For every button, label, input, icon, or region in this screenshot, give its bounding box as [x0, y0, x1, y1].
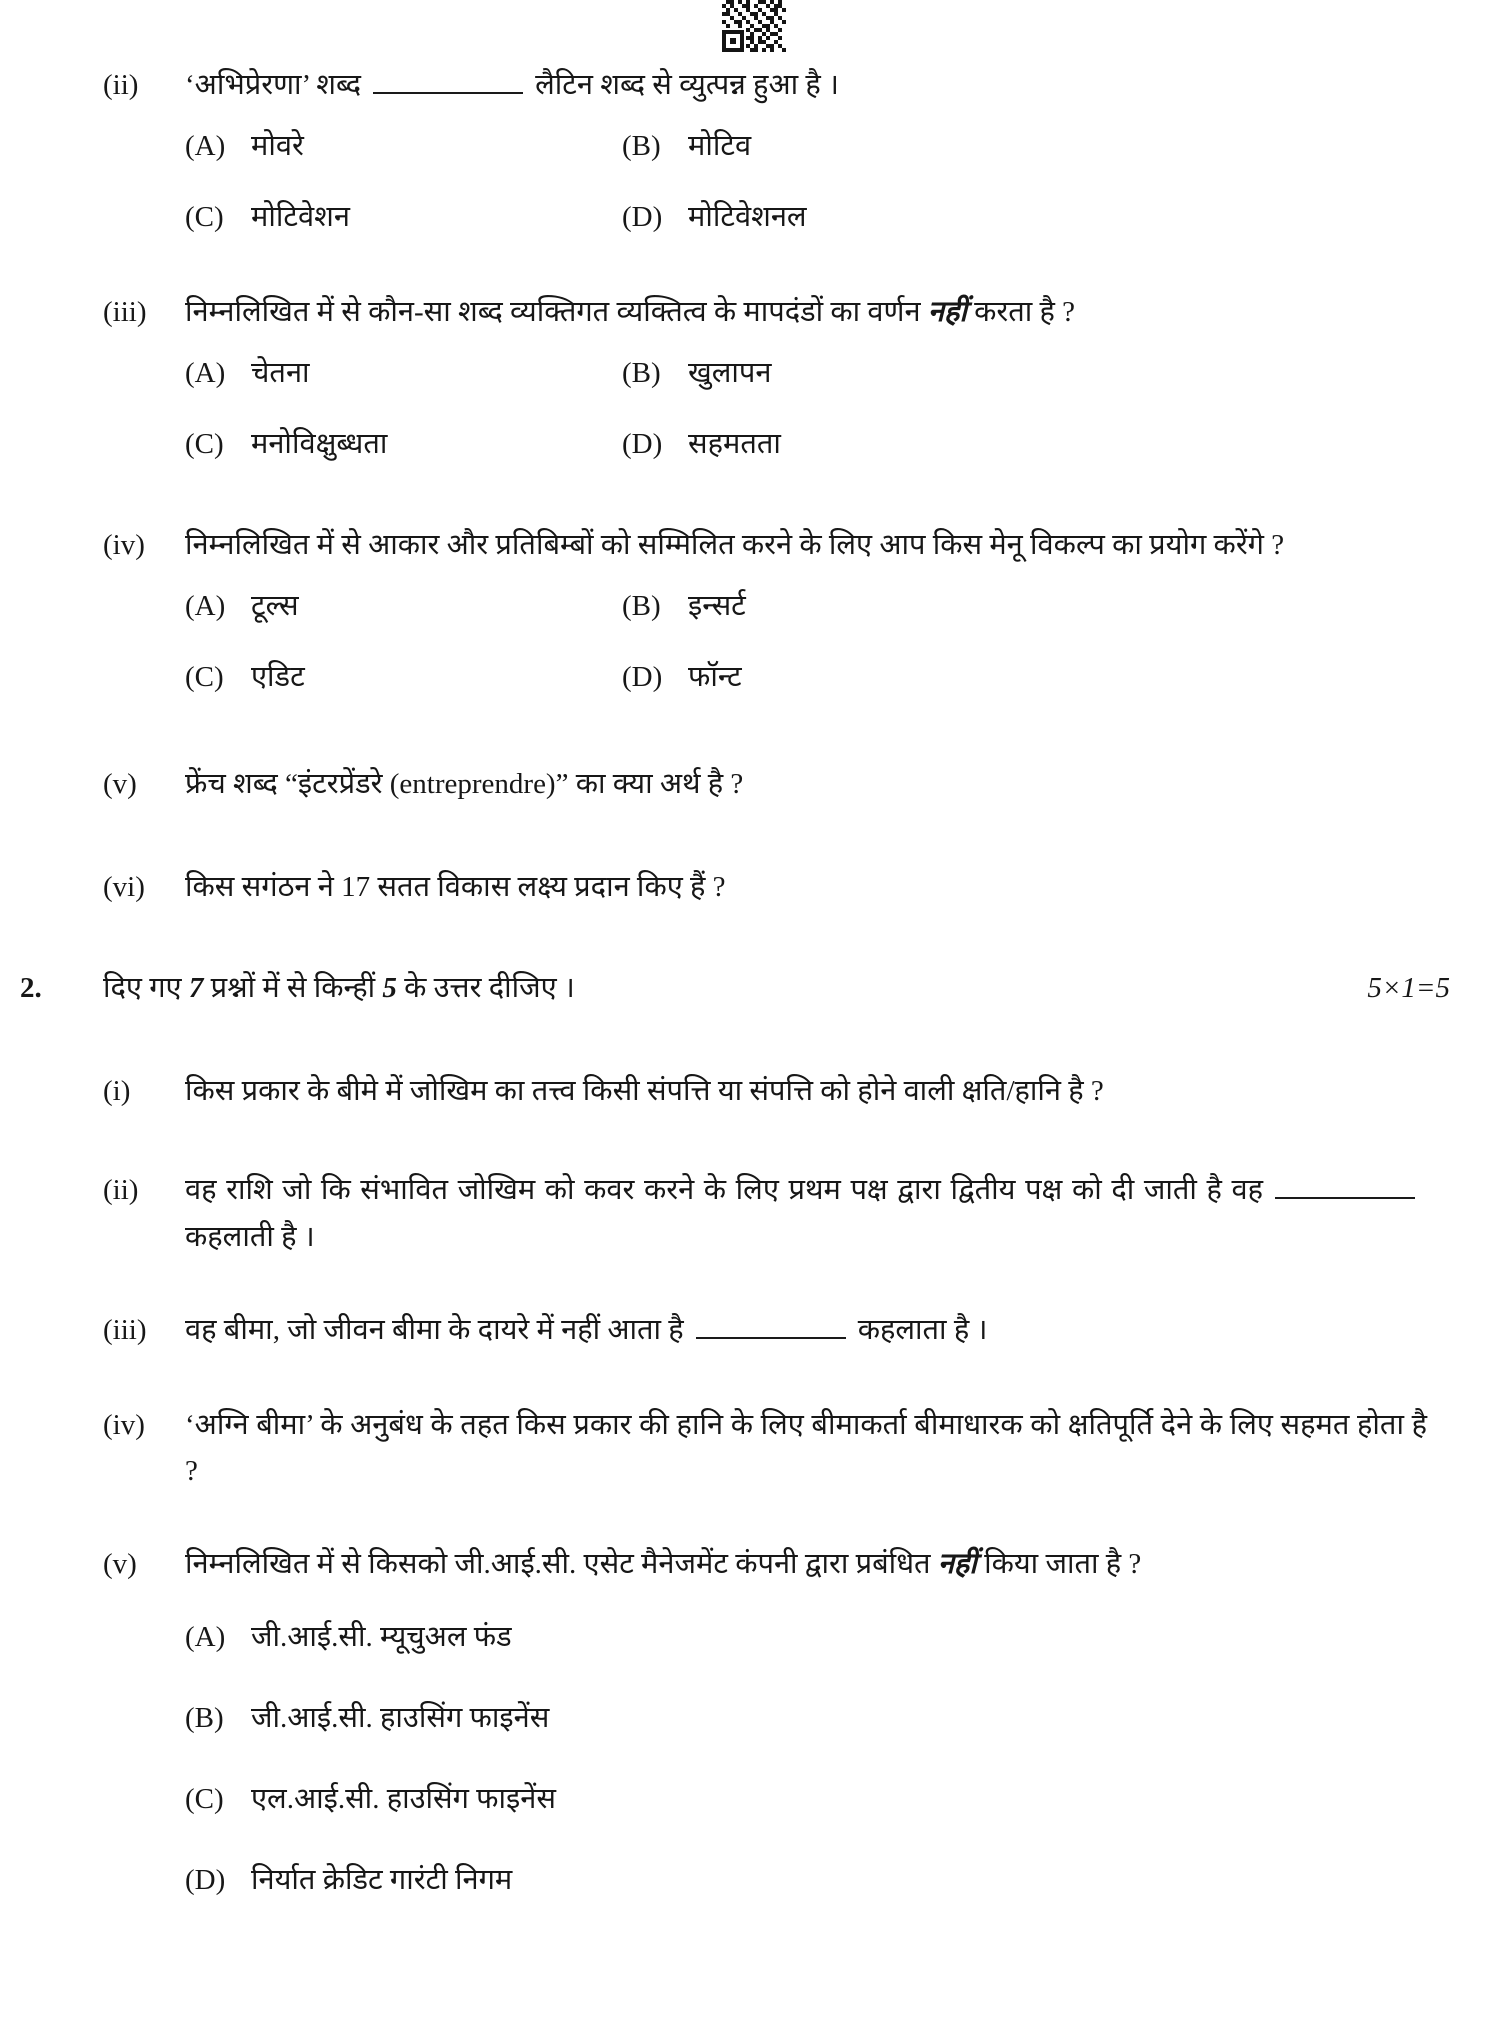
section-2-number: 2.	[20, 971, 42, 1004]
option-d	[622, 194, 1425, 241]
option-d-label: (D)	[185, 1864, 226, 1897]
option-b-label: (B)	[622, 356, 661, 389]
question-iii-options	[0, 350, 1505, 468]
option-d-text: निर्यात क्रेडिट गारंटी निगम	[251, 1864, 513, 1897]
option-d-label: (D)	[622, 200, 663, 233]
option-b-text: मोटिव	[688, 129, 752, 162]
option-a	[185, 1614, 1505, 1661]
q2-v-text-after: किया जाता है ?	[984, 1548, 1142, 1581]
question-v-text: फ्रेंच शब्द “इंटरप्रेंडरे (entreprendre)” का क्या अर्थ है ?	[185, 767, 744, 800]
q2-iii-number: (iii)	[103, 1313, 147, 1346]
q2-ii-text-after: कहलाती है ।	[185, 1220, 315, 1253]
question-iv-number: (iv)	[103, 528, 145, 561]
question-iii-number: (iii)	[103, 295, 147, 328]
question-iv-text: निम्नलिखित में से आकार और प्रतिबिम्बों को सम्मिलित करने के लिए आप किस मेनू विकल्प का प्रयोग करेंगे ?	[185, 528, 1285, 561]
question-ii-text-after: लैटिन शब्द से व्युत्पन्न हुआ है ।	[535, 69, 839, 101]
option-d-text: सहमतता	[688, 427, 781, 460]
option-a-label: (A)	[185, 589, 226, 622]
q2-v-text-before: निम्नलिखित में से किसको जी.आई.सी. एसेट मैनेजमेंट कंपनी द्वारा प्रबंधित	[185, 1548, 931, 1581]
q2-ii-text-before: वह राशि जो कि संभावित जोखिम को कवर करने के लिए प्रथम पक्ष द्वारा द्वितीय पक्ष को दी जाती है वह	[185, 1173, 1263, 1206]
question-ii-text	[185, 62, 1427, 109]
q2-iii-text-after: कहलाता है ।	[857, 1313, 988, 1346]
option-d-label: (D)	[622, 427, 663, 460]
q2-iv-row	[0, 1402, 1505, 1496]
instruction-part-1: दिए गए	[103, 971, 182, 1004]
option-b	[622, 350, 1425, 397]
instruction-part-3: के उत्तर दीजिए ।	[404, 971, 575, 1004]
question-iv-options	[0, 583, 1505, 701]
option-b-label: (B)	[185, 1702, 224, 1735]
option-c-label: (C)	[185, 427, 224, 460]
option-b	[185, 1695, 1505, 1742]
option-c-text: मोटिवेशन	[251, 200, 350, 233]
blank-line	[373, 64, 523, 94]
option-c	[185, 1776, 1505, 1823]
q2-ii-row	[0, 1167, 1505, 1261]
q2-v-emphasis: नहीं	[937, 1548, 977, 1581]
option-a	[185, 123, 622, 170]
blank-line	[1275, 1169, 1415, 1199]
option-b	[622, 123, 1425, 170]
q2-iv-text: ‘अग्नि बीमा’ के अनुबंध के तहत किस प्रकार की हानि के लिए बीमाकर्ता बीमाधारक को क्षतिपूर्ति देने के लिए सहमत होता है ?	[185, 1408, 1427, 1488]
q2-iii-row	[0, 1307, 1505, 1354]
option-b-text: खुलापन	[688, 356, 772, 389]
option-d	[622, 421, 1425, 468]
q2-iii-text	[185, 1307, 1427, 1354]
option-c	[185, 421, 622, 468]
question-iii-text-before: निम्नलिखित में से कौन-सा शब्द व्यक्तिगत व्यक्तित्व के मापदंडों का वर्णन	[185, 295, 921, 328]
option-c-text: एडिट	[251, 660, 305, 693]
q2-v-row	[0, 1541, 1505, 1588]
q2-ii-number: (ii)	[103, 1173, 139, 1206]
q2-v-number: (v)	[103, 1548, 137, 1581]
qr-code	[722, 0, 786, 58]
option-a-label: (A)	[185, 1621, 226, 1654]
option-c-label: (C)	[185, 200, 224, 233]
question-iii-text-after: करता है ?	[974, 295, 1076, 328]
option-a-text: चेतना	[251, 356, 310, 389]
option-c	[185, 194, 622, 241]
option-b-text: जी.आई.सी. हाउसिंग फाइनेंस	[251, 1702, 550, 1735]
question-ii-text-before: ‘अभिप्रेरणा’ शब्द	[185, 69, 362, 101]
question-ii-number: (ii)	[103, 69, 139, 101]
question-v-number: (v)	[103, 767, 137, 800]
q2-iii-text-before: वह बीमा, जो जीवन बीमा के दायरे में नहीं आता है	[185, 1313, 684, 1346]
option-b-label: (B)	[622, 589, 661, 622]
q2-iv-number: (iv)	[103, 1408, 145, 1441]
option-a	[185, 583, 622, 630]
q2-v-options	[0, 1614, 1505, 1904]
q2-ii-text	[185, 1167, 1427, 1261]
marks-label: 5×1=5	[1367, 971, 1450, 1004]
option-a-text: जी.आई.सी. म्यूचुअल फंड	[251, 1621, 512, 1654]
option-d-text: फॉन्ट	[688, 660, 742, 693]
q2-v-text	[185, 1541, 1427, 1588]
instruction-count-7: 7	[188, 971, 204, 1004]
option-a-label: (A)	[185, 356, 226, 389]
option-c-text: मनोविक्षुब्धता	[251, 427, 388, 460]
option-d	[185, 1857, 1505, 1904]
question-vi-number: (vi)	[103, 870, 145, 903]
option-a	[185, 350, 622, 397]
question-ii-row	[0, 62, 1505, 109]
question-vi-text: किस सगंठन ने 17 सतत विकास लक्ष्य प्रदान किए हैं ?	[185, 870, 726, 903]
instruction-count-5: 5	[382, 971, 397, 1004]
option-d	[622, 654, 1425, 701]
option-a-text: मोवरे	[251, 129, 304, 162]
question-vi-row	[0, 864, 1505, 911]
option-c-label: (C)	[185, 1783, 224, 1816]
instruction-part-2: प्रश्नों में से किन्हीं	[210, 971, 376, 1004]
question-iii-emphasis: नहीं	[927, 295, 967, 328]
option-c-text: एल.आई.सी. हाउसिंग फाइनेंस	[251, 1783, 556, 1816]
option-a-label: (A)	[185, 129, 226, 162]
option-b	[622, 583, 1425, 630]
q2-i-text: किस प्रकार के बीमे में जोखिम का तत्त्व किसी संपत्ति या संपत्ति को होने वाली क्षति/हानि है ?	[185, 1074, 1104, 1107]
q2-i-number: (i)	[103, 1074, 131, 1107]
question-ii-options	[0, 123, 1505, 241]
blank-line	[696, 1309, 846, 1339]
option-d-text: मोटिवेशनल	[688, 200, 807, 233]
section-2-instruction	[103, 965, 575, 1012]
option-c	[185, 654, 622, 701]
question-iv-row	[0, 522, 1505, 569]
option-c-label: (C)	[185, 660, 224, 693]
option-a-text: टूल्स	[251, 589, 299, 622]
option-b-text: इन्सर्ट	[688, 589, 746, 622]
option-b-label: (B)	[622, 129, 661, 162]
question-iii-text	[185, 289, 1427, 336]
question-v-row	[0, 761, 1505, 808]
section-2-heading-row	[0, 965, 1505, 1012]
q2-i-row	[0, 1068, 1505, 1115]
question-iii-row	[0, 289, 1505, 336]
option-d-label: (D)	[622, 660, 663, 693]
